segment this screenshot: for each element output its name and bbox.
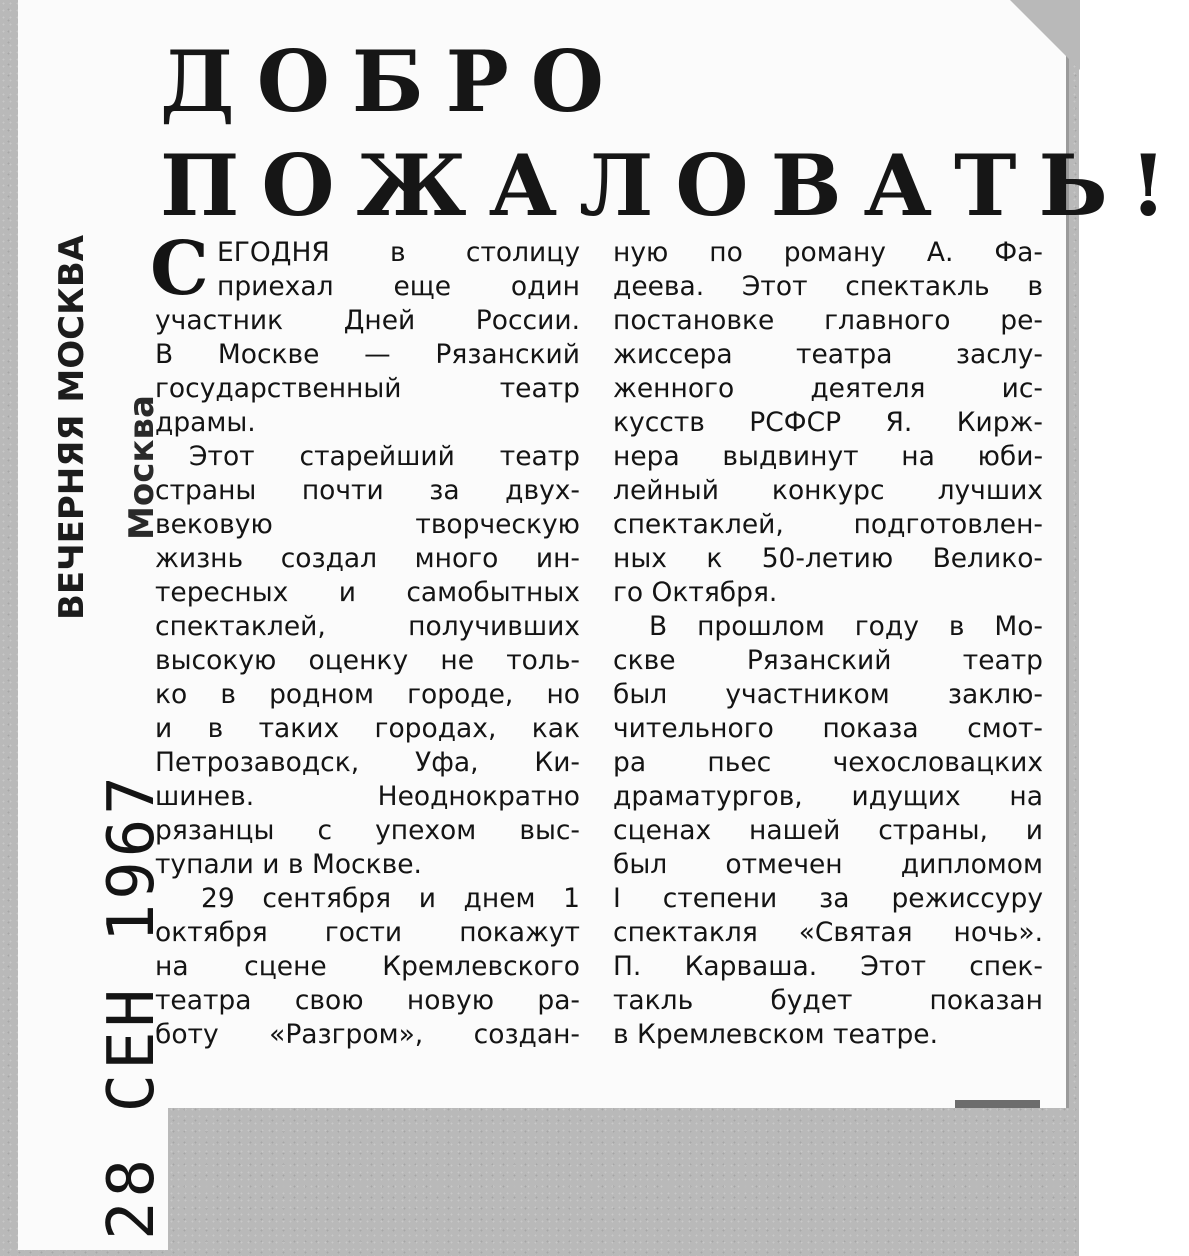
article-line: в Кремлевском театре.	[613, 1019, 939, 1050]
article-line: ко в родном городе, но	[155, 679, 580, 710]
article-column-left	[155, 236, 580, 1052]
article-line: шинев. Неоднократно	[155, 781, 580, 812]
article-line: чительного показа смот-	[613, 713, 1043, 744]
article-line: 29 сентября и днем 1	[201, 883, 580, 914]
article-line: спектаклей, подготовлен-	[613, 509, 1043, 540]
article-line: скве Рязанский театр	[613, 645, 1043, 676]
article-line: драматургов, идущих на	[613, 781, 1043, 812]
article-line: страны почти за двух-	[155, 475, 580, 506]
article-line: театра свою новую ра-	[155, 985, 580, 1016]
article-line: сценах нашей страны, и	[613, 815, 1043, 846]
newspaper-name-stamp: ВЕЧЕРНЯЯ МОСКВА	[52, 234, 92, 620]
article-line: октября гости покажут	[155, 917, 580, 948]
article-line: был участником заклю-	[613, 679, 1043, 710]
article-line: приехал еще один	[217, 271, 580, 302]
article-line: кусств РСФСР Я. Кирж-	[613, 407, 1043, 438]
article-line: драмы.	[155, 407, 256, 438]
article-line: ных к 50-летию Велико-	[613, 543, 1043, 574]
article-line: Петрозаводск, Уфа, Ки-	[155, 747, 580, 778]
headline-line-2: ПОЖАЛОВАТЬ!	[160, 136, 1189, 235]
article-line: и в таких городах, как	[155, 713, 580, 744]
article-line: вековую творческую	[155, 509, 580, 540]
article-line: государственный театр	[155, 373, 580, 404]
headline	[160, 30, 1189, 238]
article-line: женного деятеля ис-	[613, 373, 1043, 404]
headline-line-1: ДОБРО	[160, 32, 626, 131]
article-line: высокую оценку не толь-	[155, 645, 580, 676]
article-line: П. Карваша. Этот спек-	[613, 951, 1043, 982]
article-line: на сцене Кремлевского	[155, 951, 580, 982]
article-line: ра пьес чехословацких	[613, 747, 1043, 778]
article-line: деева. Этот спектакль в	[613, 271, 1043, 302]
article-line: тересных и самобытных	[155, 577, 580, 608]
article-line: жизнь создал много ин-	[155, 543, 580, 574]
article-line: постановке главного ре-	[613, 305, 1043, 336]
article-line: был отмечен дипломом	[613, 849, 1043, 880]
torn-corner	[1010, 0, 1080, 70]
date-stamp: 28 СЕН 1967	[95, 772, 169, 1240]
article-line: ЕГОДНЯ в столицу	[217, 237, 580, 268]
ink-smudge	[955, 1100, 1040, 1108]
article-line: Этот старейший театр	[189, 441, 580, 472]
article-line: нера выдвинут на юби-	[613, 441, 1043, 472]
article-line: I степени за режиссуру	[613, 883, 1043, 914]
article-line: такль будет показан	[613, 985, 1043, 1016]
article-line: участник Дней России.	[155, 305, 580, 336]
drop-cap: С	[150, 226, 209, 312]
article-line: спектаклей, получивших	[155, 611, 580, 642]
article-line: тупали и в Москве.	[155, 849, 422, 880]
article-line: жиссера театра заслу-	[613, 339, 1043, 370]
article-line: го Октября.	[613, 577, 778, 608]
article-line: лейный конкурс лучших	[613, 475, 1043, 506]
article-line: В прошлом году в Мо-	[649, 611, 1043, 642]
article-line: боту «Разгром», создан-	[155, 1019, 580, 1050]
city-stamp: Москва	[122, 395, 162, 540]
article-line: спектакля «Святая ночь».	[613, 917, 1043, 948]
article-line: ную по роману А. Фа-	[613, 237, 1043, 268]
article-line: В Москве — Рязанский	[155, 339, 580, 370]
article-column-right	[613, 236, 1043, 1052]
article-line: рязанцы с упехом выс-	[155, 815, 580, 846]
